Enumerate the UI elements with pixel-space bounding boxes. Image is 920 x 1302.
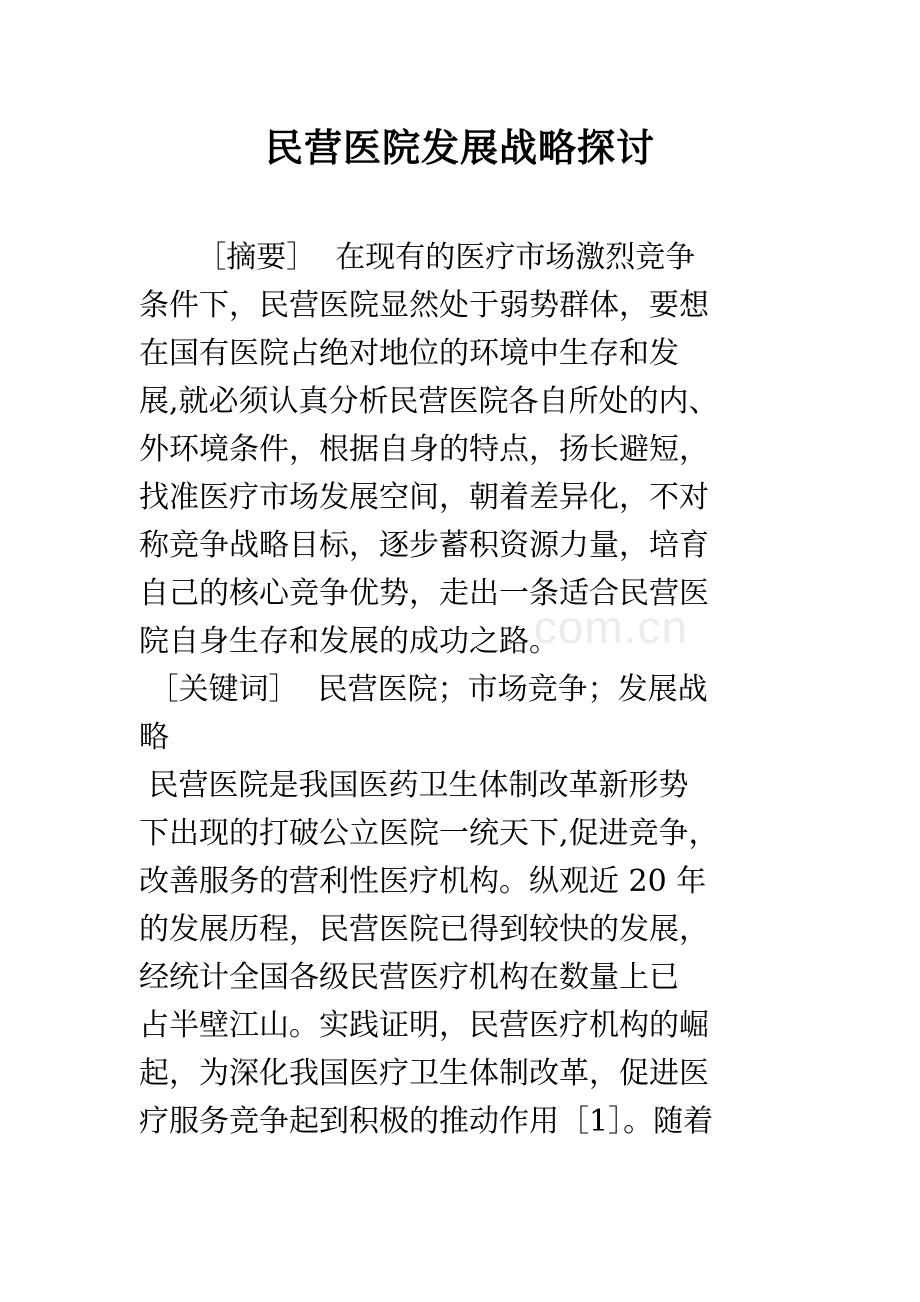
body-line: 的发展历程，民营医院已得到较快的发展，	[139, 912, 709, 947]
body-line: 展,就必须认真分析民营医院各自所处的内、	[139, 384, 719, 419]
body-line: 改善服务的营利性医疗机构。纵观近 20 年	[139, 864, 707, 899]
body-line: 下出现的打破公立医院一统天下,促进竞争，	[139, 816, 719, 851]
body-line: 占半壁江山。实践证明，民营医疗机构的崛	[139, 1008, 709, 1043]
article-body	[139, 234, 784, 1146]
body-line: 疗服务竞争起到积极的推动作用［1］。随着	[139, 1104, 714, 1139]
body-line: 在国有医院占绝对地位的环境中生存和发	[139, 336, 679, 371]
body-line: 院自身生存和发展的成功之路。	[139, 624, 559, 659]
page-title: 民营医院发展战略探讨	[264, 126, 655, 170]
body-line: ［摘要］ 在现有的医疗市场激烈竞争	[139, 240, 696, 275]
watermark: .com.cn	[520, 601, 689, 653]
body-line: 称竞争战略目标，逐步蓄积资源力量，培育	[139, 528, 709, 563]
body-line: 条件下，民营医院显然处于弱势群体，要想	[139, 288, 709, 323]
keywords-line: ［关键词］ 民营医院；市场竞争；发展战	[139, 672, 708, 707]
body-line: 经统计全国各级民营医疗机构在数量上已	[139, 960, 679, 995]
keywords-line: 略	[139, 720, 169, 755]
body-line: 找准医疗市场发展空间，朝着差异化，不对	[139, 480, 709, 515]
body-line: 自己的核心竞争优势，走出一条适合民营医	[139, 576, 709, 611]
body-line: 起，为深化我国医疗卫生体制改革，促进医	[139, 1056, 709, 1091]
body-line: 民营医院是我国医药卫生体制改革新形势	[139, 768, 689, 803]
body-line: 外环境条件，根据自身的特点，扬长避短，	[139, 432, 709, 467]
